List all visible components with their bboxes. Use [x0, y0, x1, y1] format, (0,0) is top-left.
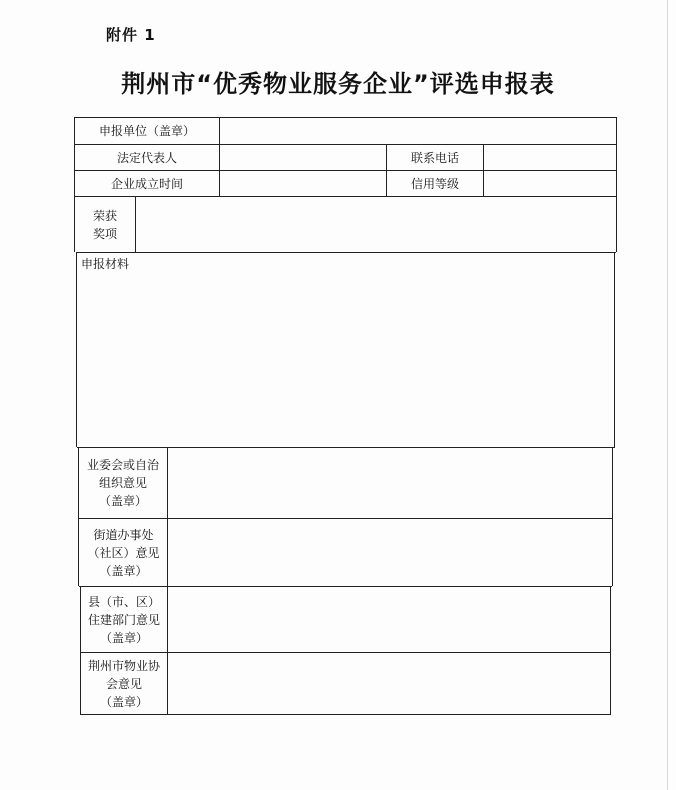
table-row-divider — [76, 252, 616, 253]
page-edge — [667, 0, 668, 790]
table-border-right — [614, 252, 615, 447]
applicant-unit-field[interactable] — [221, 118, 616, 144]
contact-phone-label: 联系电话 — [410, 150, 459, 165]
founded-time-label: 企业成立时间 — [110, 176, 183, 191]
materials-label: 申报材料 — [81, 257, 130, 271]
awards-label: 荣获 奖项 — [92, 208, 117, 241]
street-office-opinion-label: 街道办事处 （社区）意见 （盖章） — [87, 527, 160, 578]
applicant-unit-label: 申报单位（盖章） — [98, 124, 195, 138]
county-housing-opinion-field[interactable] — [169, 587, 610, 652]
table-border-right — [610, 586, 611, 715]
materials-field[interactable] — [77, 274, 614, 447]
table-border-right — [616, 117, 617, 252]
street-office-opinion-field[interactable] — [169, 519, 612, 586]
table-border-right — [612, 447, 613, 586]
founded-time-field[interactable] — [221, 171, 386, 196]
legal-representative-label: 法定代表人 — [116, 150, 177, 165]
contact-phone-field[interactable] — [485, 145, 616, 170]
legal-representative-field[interactable] — [221, 145, 386, 170]
property-association-opinion-field[interactable] — [169, 653, 610, 714]
committee-opinion-field[interactable] — [169, 448, 612, 518]
table-border-bottom — [81, 714, 610, 715]
county-housing-opinion-label: 县（市、区） 住建部门意见 （盖章） — [87, 594, 160, 645]
credit-level-label: 信用等级 — [410, 176, 459, 191]
awards-field[interactable] — [137, 197, 616, 252]
committee-opinion-label: 业委会或自治 组织意见 （盖章） — [86, 458, 159, 508]
credit-level-field[interactable] — [485, 171, 616, 196]
attachment-label: 附件 1 — [106, 26, 156, 44]
form-title: 荆州市“优秀物业服务企业”评选申报表 — [121, 70, 555, 98]
property-association-opinion-label: 荆州市物业协 会意见 （盖章） — [87, 658, 160, 709]
